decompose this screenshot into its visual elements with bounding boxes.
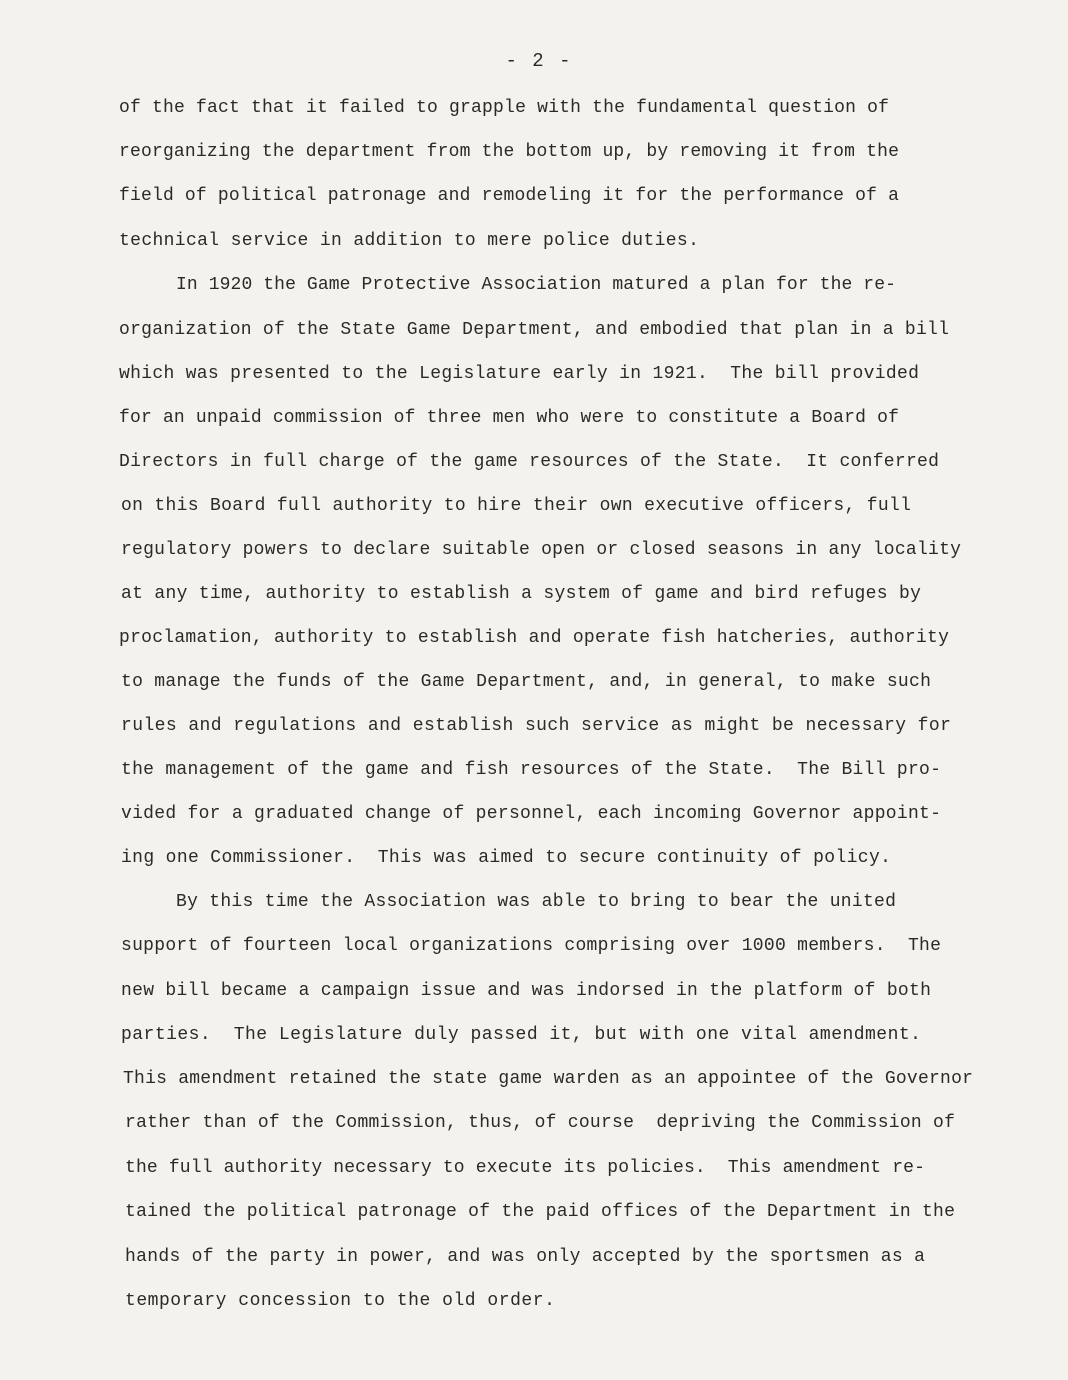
- text-line: field of political patronage and remodeling it for the performance of a: [119, 186, 900, 206]
- text-line: By this time the Association was able to bring to bear the united: [176, 892, 897, 912]
- text-line: In 1920 the Game Protective Association matured a plan for the re-: [176, 275, 897, 295]
- text-line: rules and regulations and establish such service as might be necessary for: [121, 716, 952, 736]
- text-line: technical service in addition to mere police duties.: [119, 231, 700, 251]
- text-line: ing one Commissioner. This was aimed to secure continuity of policy.: [121, 848, 892, 868]
- text-line: vided for a graduated change of personnel, each incoming Governor appoint-: [121, 804, 942, 824]
- text-line: the management of the game and fish resources of the State. The Bill pro-: [121, 760, 942, 780]
- text-line: Directors in full charge of the game resources of the State. It conferred: [119, 452, 940, 472]
- text-line: temporary concession to the old order.: [125, 1291, 556, 1311]
- text-line: to manage the funds of the Game Department, and, in general, to make such: [121, 672, 932, 692]
- text-line: reorganizing the department from the bottom up, by removing it from the: [119, 142, 900, 162]
- text-line: for an unpaid commission of three men who were to constitute a Board of: [119, 408, 900, 428]
- text-line: support of fourteen local organizations comprising over 1000 members. The: [121, 936, 942, 956]
- text-line: tained the political patronage of the paid offices of the Department in the: [125, 1202, 956, 1222]
- text-line: on this Board full authority to hire their own executive officers, full: [121, 496, 912, 516]
- page-number: - 2 -: [505, 50, 573, 72]
- text-line: organization of the State Game Department, and embodied that plan in a bill: [119, 320, 950, 340]
- text-line: new bill became a campaign issue and was indorsed in the platform of both: [121, 981, 932, 1001]
- text-line: hands of the party in power, and was only accepted by the sportsmen as a: [125, 1247, 926, 1267]
- text-line: of the fact that it failed to grapple with the fundamental question of: [119, 98, 890, 118]
- text-line: at any time, authority to establish a system of game and bird refuges by: [121, 584, 922, 604]
- text-line: parties. The Legislature duly passed it, but with one vital amendment.: [121, 1025, 922, 1045]
- text-line: which was presented to the Legislature early in 1921. The bill provided: [119, 364, 920, 384]
- text-line: the full authority necessary to execute its policies. This amendment re-: [125, 1158, 926, 1178]
- text-line: proclamation, authority to establish and operate fish hatcheries, authority: [119, 628, 950, 648]
- text-line: rather than of the Commission, thus, of course depriving the Commission of: [125, 1113, 956, 1133]
- text-line: regulatory powers to declare suitable open or closed seasons in any locality: [121, 540, 962, 560]
- text-line: This amendment retained the state game warden as an appointee of the Governor: [123, 1069, 974, 1089]
